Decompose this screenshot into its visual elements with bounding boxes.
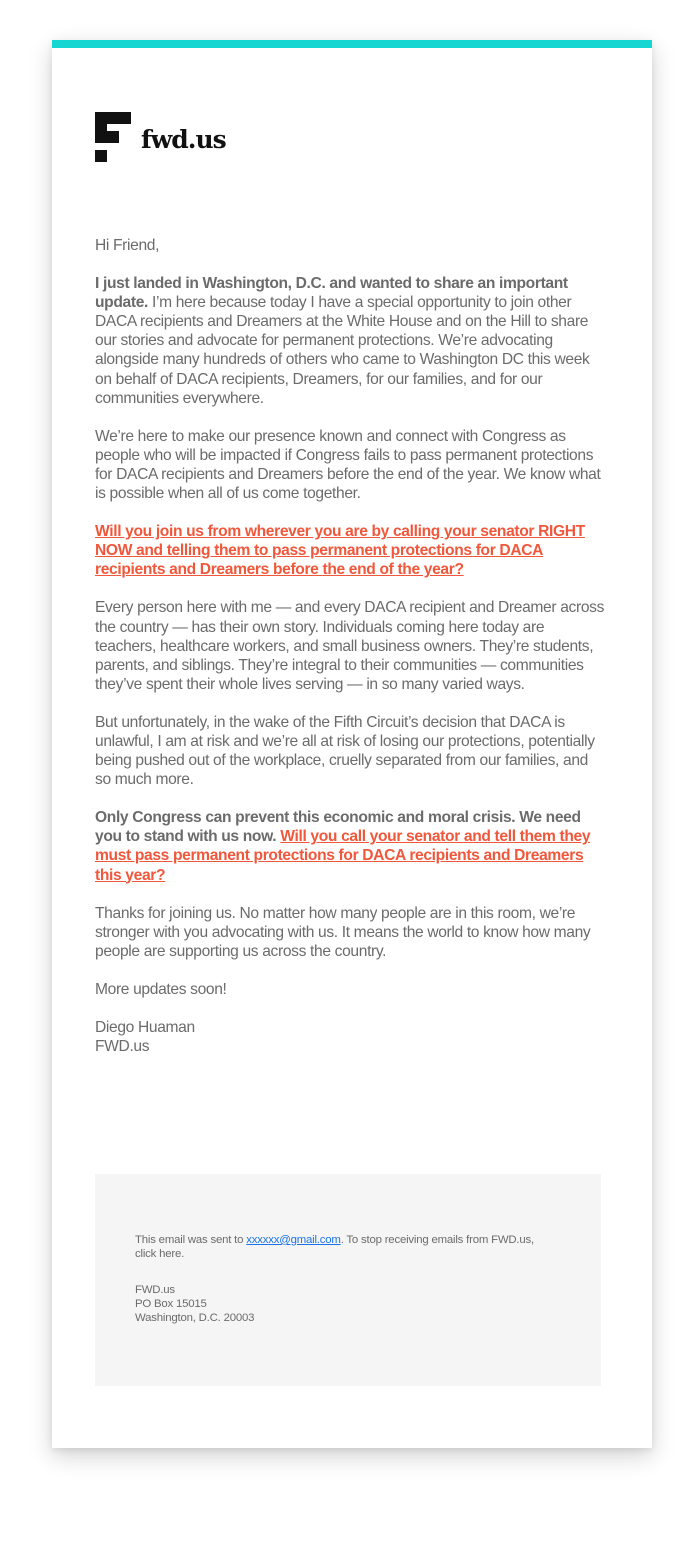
intro-text: I’m here because today I have a special opportunity to join other DACA recipients and Dreamers at the White House and on the Hill to share our stories and advocate for permanent protections. We’re advocating alongside many hundreds of others who came to Washington DC this week on behalf of DACA recipients, Dreamers, for our families, and for our communities everywhere. (95, 294, 590, 407)
unsubscribe-notice (135, 1233, 535, 1261)
paragraph-thanks: Thanks for joining us. No matter how many people are in this room, we’re stronger with you advocating with us. It means the world to know how many people are supporting us across the country. (95, 904, 591, 960)
fwd-logo-mark-icon (95, 112, 131, 162)
paragraph-crisis (95, 808, 607, 884)
paragraph-updates: More updates soon! (95, 980, 227, 998)
email-footer (95, 1174, 601, 1386)
signature (95, 1018, 607, 1056)
email-card (52, 40, 652, 1448)
call-senator-link-2[interactable]: Will you call your senator and tell them they must pass permanent protections for DACA recipients and Dreamers this year? (95, 828, 591, 884)
logo-wordmark: fwd.us (141, 124, 226, 154)
recipient-email-link[interactable]: xxxxxx@gmail.com (246, 1234, 341, 1246)
fwd-us-logo[interactable] (95, 112, 226, 162)
paragraph-risk: But unfortunately, in the wake of the Fifth Circuit’s decision that DACA is unlawful, I am at risk and we’re all at risk of losing our protections, potentially being pushed out of the workplace, cruelly separated from our families, and so much more. (95, 713, 595, 789)
intro-bold-text: I just landed in Washington, D.C. and wanted to share an important update. (95, 275, 568, 312)
cta-paragraph-1 (95, 522, 607, 579)
address-line-org: FWD.us (135, 1284, 175, 1296)
paragraph-stories: Every person here with me — and every DACA recipient and Dreamer across the country — has their own story. Individuals coming here today are teachers, healthcare workers, and small business owners. They’re students, parents, and siblings. They’re integral to their communities — communities they’ve spent their whole lives serving — in so many varied ways. (95, 599, 605, 693)
call-senator-link-1[interactable]: Will you join us from wherever you are by calling your senator RIGHT NOW and telling them to pass permanent protections for DACA recipients and Dreamers before the end of the year? (95, 523, 585, 579)
paragraph-intro (95, 274, 607, 408)
signature-name: Diego Huaman (95, 1019, 195, 1036)
email-body (95, 236, 607, 1075)
crisis-bold-text: Only Congress can prevent this economic and moral crisis. We need you to stand with us now. (95, 809, 581, 846)
footer-content (135, 1233, 535, 1325)
unsubscribe-text[interactable]: . To stop receiving emails from FWD.us, click here. (135, 1234, 534, 1260)
greeting: Hi Friend, (95, 237, 160, 254)
accent-top-bar (52, 40, 652, 48)
mailing-address (135, 1283, 535, 1325)
address-line-city: Washington, D.C. 20003 (135, 1312, 255, 1324)
sent-prefix: This email was sent to (135, 1234, 247, 1246)
signature-org: FWD.us (95, 1038, 150, 1056)
paragraph-presence: We’re here to make our presence known and connect with Congress as people who will be impacted if Congress fails to pass permanent protections for DACA recipients and Dreamers before the end of the year. We know what is possible when all of us come together. (95, 427, 601, 503)
address-line-po: PO Box 15015 (135, 1298, 207, 1310)
